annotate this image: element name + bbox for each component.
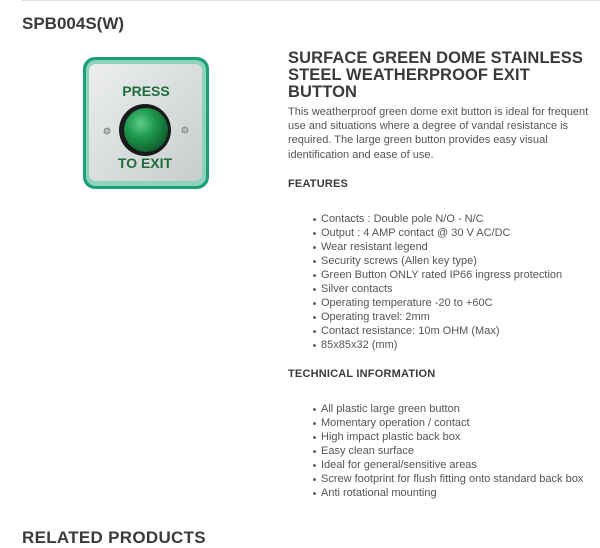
product-title: SURFACE GREEN DOME STAINLESS STEEL WEATHERPROOF EXIT BUTTON [288, 49, 583, 101]
product-sku: SPB004S(W) [22, 14, 125, 33]
top-divider [22, 0, 600, 1]
technical-item: Screw footprint for flush fitting onto standard back box [313, 472, 593, 486]
feature-item: Silver contacts [313, 282, 593, 296]
technical-item: High impact plastic back box [313, 430, 593, 444]
svg-text:PRESS: PRESS [122, 83, 170, 99]
technical-item: Easy clean surface [313, 444, 593, 458]
svg-text:TO EXIT: TO EXIT [117, 155, 173, 171]
technical-heading: TECHNICAL INFORMATION [288, 367, 436, 380]
feature-item: Wear resistant legend [313, 240, 593, 254]
related-products-heading: RELATED PRODUCTS [22, 528, 206, 547]
technical-item: All plastic large green button [313, 402, 593, 416]
technical-item: Momentary operation / contact [313, 416, 593, 430]
technical-item: Anti rotational mounting [313, 486, 593, 500]
feature-item: Contacts : Double pole N/O - N/C [313, 212, 593, 226]
feature-item: Operating travel: 2mm [313, 310, 593, 324]
feature-item: 85x85x32 (mm) [313, 338, 593, 352]
product-info [288, 50, 593, 500]
product-image [82, 56, 210, 190]
feature-item: Output : 4 AMP contact @ 30 V AC/DC [313, 226, 593, 240]
technical-list [288, 402, 593, 500]
exit-button-illustration [82, 56, 210, 190]
features-heading: FEATURES [288, 177, 349, 190]
technical-item: Ideal for general/sensitive areas [313, 458, 593, 472]
product-description: This weatherproof green dome exit button is ideal for frequent use and situations where a degree of vandal resistance is required. The large green button provides easy visual identification and ease of use. [288, 106, 589, 161]
features-list [288, 212, 593, 352]
feature-item: Operating temperature -20 to +60C [313, 296, 593, 310]
feature-item: Contact resistance: 10m OHM (Max) [313, 324, 593, 338]
feature-item: Green Button ONLY rated IP66 ingress protection [313, 268, 593, 282]
feature-item: Security screws (Allen key type) [313, 254, 593, 268]
